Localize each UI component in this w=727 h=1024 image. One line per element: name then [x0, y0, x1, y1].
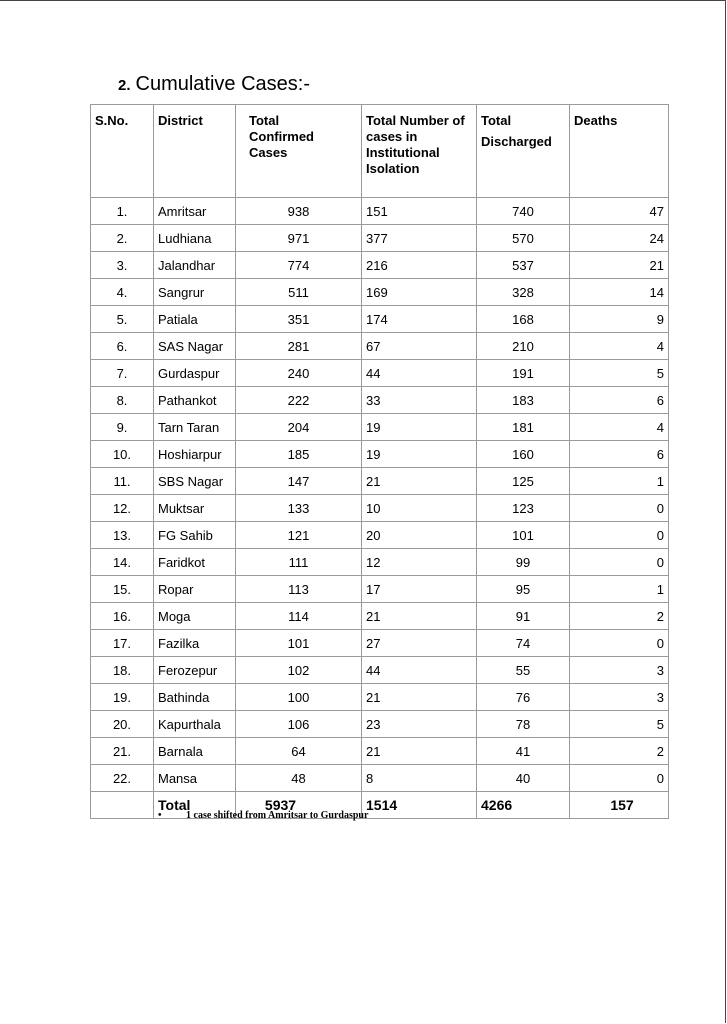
table-row — [91, 387, 669, 414]
footnote-text: 1 case shifted from Amritsar to Gurdaspur — [186, 810, 369, 821]
confirmed-cell: 106 — [236, 711, 362, 738]
confirmed-cell: 240 — [236, 360, 362, 387]
total-confirmed: 5937 — [236, 792, 362, 819]
deaths-cell: 24 — [570, 225, 669, 252]
cumulative-cases-table — [90, 104, 669, 819]
isolation-cell: 21 — [362, 684, 477, 711]
district-cell: SBS Nagar — [154, 468, 236, 495]
confirmed-cell: 511 — [236, 279, 362, 306]
discharged-cell: 55 — [477, 657, 570, 684]
sno-cell: 2. — [91, 225, 154, 252]
sno-cell: 8. — [91, 387, 154, 414]
table-body — [91, 198, 669, 792]
isolation-cell: 33 — [362, 387, 477, 414]
sno-cell: 12. — [91, 495, 154, 522]
section-number: 2. — [118, 77, 131, 94]
deaths-cell: 0 — [570, 630, 669, 657]
isolation-cell: 12 — [362, 549, 477, 576]
sno-cell: 15. — [91, 576, 154, 603]
isolation-cell: 19 — [362, 441, 477, 468]
sno-cell: 1. — [91, 198, 154, 225]
district-cell: Faridkot — [154, 549, 236, 576]
isolation-cell: 19 — [362, 414, 477, 441]
table-row — [91, 333, 669, 360]
district-cell: Jalandhar — [154, 252, 236, 279]
district-cell: Hoshiarpur — [154, 441, 236, 468]
bullet-icon: • — [158, 810, 162, 821]
confirmed-cell: 101 — [236, 630, 362, 657]
deaths-cell: 2 — [570, 603, 669, 630]
district-cell: Barnala — [154, 738, 236, 765]
deaths-cell: 14 — [570, 279, 669, 306]
confirmed-cell: 185 — [236, 441, 362, 468]
district-cell: Ropar — [154, 576, 236, 603]
confirmed-cell: 111 — [236, 549, 362, 576]
deaths-cell: 3 — [570, 657, 669, 684]
table-row — [91, 225, 669, 252]
confirmed-cell: 133 — [236, 495, 362, 522]
table-header-row — [91, 105, 669, 198]
header-district: District — [154, 105, 236, 198]
confirmed-cell: 113 — [236, 576, 362, 603]
confirmed-cell: 938 — [236, 198, 362, 225]
deaths-cell: 0 — [570, 549, 669, 576]
total-deaths: 157 — [570, 792, 669, 819]
table-row — [91, 576, 669, 603]
discharged-cell: 537 — [477, 252, 570, 279]
section-heading — [118, 70, 310, 100]
deaths-cell: 5 — [570, 360, 669, 387]
isolation-cell: 21 — [362, 468, 477, 495]
deaths-cell: 1 — [570, 468, 669, 495]
deaths-cell: 0 — [570, 522, 669, 549]
deaths-cell: 6 — [570, 441, 669, 468]
discharged-cell: 95 — [477, 576, 570, 603]
isolation-cell: 21 — [362, 738, 477, 765]
isolation-cell: 174 — [362, 306, 477, 333]
table-row — [91, 522, 669, 549]
district-cell: Kapurthala — [154, 711, 236, 738]
district-cell: Moga — [154, 603, 236, 630]
district-cell: SAS Nagar — [154, 333, 236, 360]
district-cell: Mansa — [154, 765, 236, 792]
confirmed-cell: 971 — [236, 225, 362, 252]
district-cell: Ludhiana — [154, 225, 236, 252]
district-cell: Fazilka — [154, 630, 236, 657]
section-title: Cumulative Cases:- — [135, 73, 311, 95]
table-row — [91, 306, 669, 333]
isolation-cell: 44 — [362, 657, 477, 684]
deaths-cell: 5 — [570, 711, 669, 738]
discharged-cell: 123 — [477, 495, 570, 522]
confirmed-cell: 147 — [236, 468, 362, 495]
confirmed-cell: 48 — [236, 765, 362, 792]
discharged-cell: 40 — [477, 765, 570, 792]
deaths-cell: 1 — [570, 576, 669, 603]
table-row — [91, 441, 669, 468]
confirmed-cell: 222 — [236, 387, 362, 414]
sno-cell: 3. — [91, 252, 154, 279]
table-row — [91, 252, 669, 279]
discharged-cell: 191 — [477, 360, 570, 387]
isolation-cell: 20 — [362, 522, 477, 549]
district-cell: Gurdaspur — [154, 360, 236, 387]
header-deaths: Deaths — [570, 105, 669, 198]
table-row — [91, 198, 669, 225]
isolation-cell: 27 — [362, 630, 477, 657]
sno-cell: 14. — [91, 549, 154, 576]
confirmed-cell: 64 — [236, 738, 362, 765]
total-sno-cell — [91, 792, 154, 819]
discharged-cell: 210 — [477, 333, 570, 360]
footnote — [158, 810, 368, 821]
isolation-cell: 10 — [362, 495, 477, 522]
confirmed-cell: 281 — [236, 333, 362, 360]
confirmed-cell: 774 — [236, 252, 362, 279]
header-sno: S.No. — [91, 105, 154, 198]
discharged-cell: 570 — [477, 225, 570, 252]
sno-cell: 7. — [91, 360, 154, 387]
sno-cell: 21. — [91, 738, 154, 765]
sno-cell: 16. — [91, 603, 154, 630]
table-row — [91, 738, 669, 765]
header-isolation: Total Number of cases in Institutional Isolation — [362, 105, 477, 198]
sno-cell: 6. — [91, 333, 154, 360]
district-cell: Muktsar — [154, 495, 236, 522]
confirmed-cell: 351 — [236, 306, 362, 333]
deaths-cell: 47 — [570, 198, 669, 225]
table-row — [91, 495, 669, 522]
table-row — [91, 360, 669, 387]
isolation-cell: 67 — [362, 333, 477, 360]
sno-cell: 22. — [91, 765, 154, 792]
sno-cell: 5. — [91, 306, 154, 333]
district-cell: FG Sahib — [154, 522, 236, 549]
sno-cell: 13. — [91, 522, 154, 549]
total-label: Total — [154, 792, 236, 819]
isolation-cell: 216 — [362, 252, 477, 279]
header-discharged: Total Discharged — [477, 105, 570, 198]
deaths-cell: 4 — [570, 333, 669, 360]
total-isolation: 1514 — [362, 792, 477, 819]
district-cell: Sangrur — [154, 279, 236, 306]
discharged-cell: 181 — [477, 414, 570, 441]
isolation-cell: 8 — [362, 765, 477, 792]
discharged-cell: 740 — [477, 198, 570, 225]
header-confirmed: Total Confirmed Cases — [236, 105, 362, 198]
isolation-cell: 21 — [362, 603, 477, 630]
discharged-cell: 160 — [477, 441, 570, 468]
deaths-cell: 0 — [570, 765, 669, 792]
deaths-cell: 4 — [570, 414, 669, 441]
sno-cell: 20. — [91, 711, 154, 738]
district-cell: Bathinda — [154, 684, 236, 711]
discharged-cell: 183 — [477, 387, 570, 414]
discharged-cell: 168 — [477, 306, 570, 333]
discharged-cell: 99 — [477, 549, 570, 576]
deaths-cell: 9 — [570, 306, 669, 333]
deaths-cell: 2 — [570, 738, 669, 765]
table-row — [91, 630, 669, 657]
discharged-cell: 328 — [477, 279, 570, 306]
district-cell: Pathankot — [154, 387, 236, 414]
isolation-cell: 23 — [362, 711, 477, 738]
table-row — [91, 468, 669, 495]
district-cell: Tarn Taran — [154, 414, 236, 441]
isolation-cell: 377 — [362, 225, 477, 252]
isolation-cell: 169 — [362, 279, 477, 306]
sno-cell: 10. — [91, 441, 154, 468]
confirmed-cell: 204 — [236, 414, 362, 441]
table-row — [91, 279, 669, 306]
table-row — [91, 657, 669, 684]
sno-cell: 4. — [91, 279, 154, 306]
sno-cell: 11. — [91, 468, 154, 495]
deaths-cell: 6 — [570, 387, 669, 414]
table-row — [91, 684, 669, 711]
deaths-cell: 0 — [570, 495, 669, 522]
discharged-cell: 41 — [477, 738, 570, 765]
table-row — [91, 414, 669, 441]
sno-cell: 9. — [91, 414, 154, 441]
total-discharged: 4266 — [477, 792, 570, 819]
discharged-cell: 101 — [477, 522, 570, 549]
isolation-cell: 151 — [362, 198, 477, 225]
discharged-cell: 74 — [477, 630, 570, 657]
table-row — [91, 711, 669, 738]
deaths-cell: 3 — [570, 684, 669, 711]
discharged-cell: 76 — [477, 684, 570, 711]
isolation-cell: 44 — [362, 360, 477, 387]
discharged-cell: 91 — [477, 603, 570, 630]
deaths-cell: 21 — [570, 252, 669, 279]
district-cell: Amritsar — [154, 198, 236, 225]
sno-cell: 18. — [91, 657, 154, 684]
sno-cell: 17. — [91, 630, 154, 657]
confirmed-cell: 102 — [236, 657, 362, 684]
district-cell: Ferozepur — [154, 657, 236, 684]
discharged-cell: 78 — [477, 711, 570, 738]
table-row — [91, 603, 669, 630]
table-row — [91, 549, 669, 576]
confirmed-cell: 114 — [236, 603, 362, 630]
sno-cell: 19. — [91, 684, 154, 711]
district-cell: Patiala — [154, 306, 236, 333]
confirmed-cell: 100 — [236, 684, 362, 711]
confirmed-cell: 121 — [236, 522, 362, 549]
table-row — [91, 765, 669, 792]
discharged-cell: 125 — [477, 468, 570, 495]
isolation-cell: 17 — [362, 576, 477, 603]
